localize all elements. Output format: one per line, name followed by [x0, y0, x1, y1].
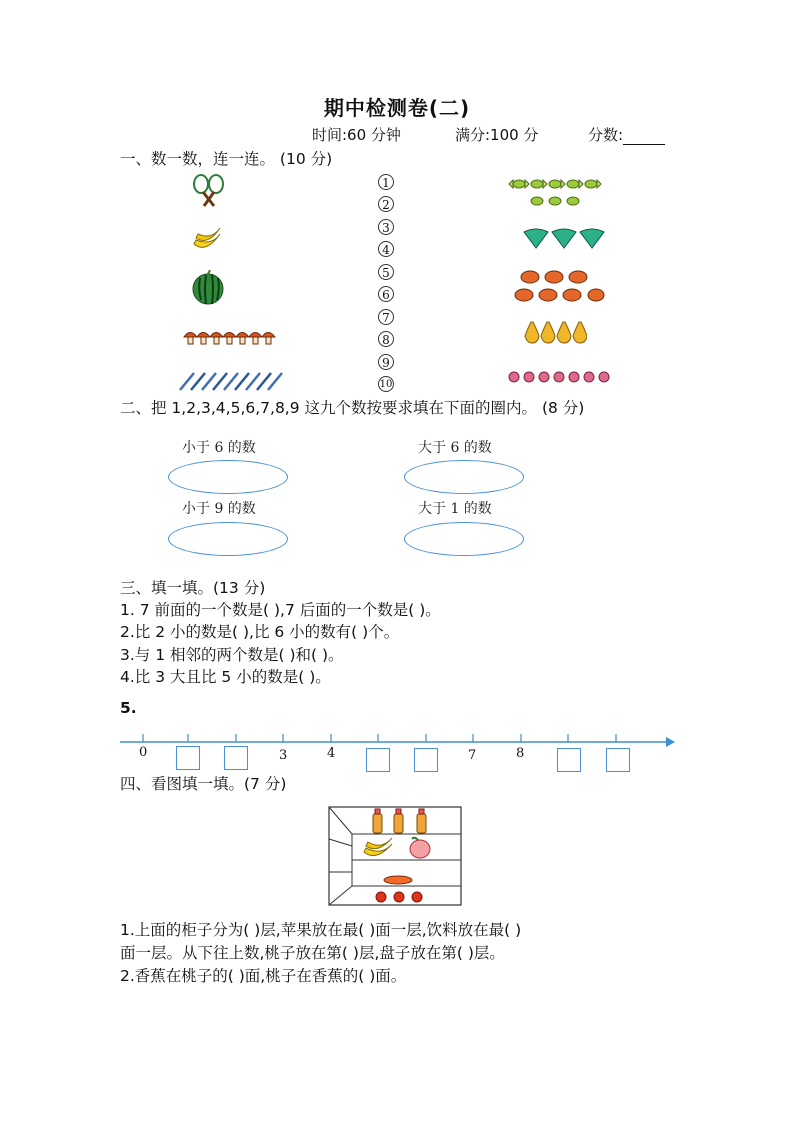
question-4-1-line2: 面一层。从下往上数,桃子放在第( )层,盘子放在第( )层。	[120, 944, 505, 962]
answer-box-5[interactable]	[557, 748, 581, 772]
answer-box-3[interactable]	[366, 748, 390, 772]
number-circle-9[interactable]: 9	[375, 353, 397, 373]
answer-box-1[interactable]	[176, 746, 200, 770]
full-score-info: 满分:100 分	[455, 126, 539, 144]
section2-heading: 二、把 1,2,3,4,5,6,7,8,9 这九个数按要求填在下面的圈内。 (8 分)	[120, 399, 585, 417]
label-less-than-6: 小于 6 的数	[182, 440, 256, 456]
answer-box-4[interactable]	[414, 748, 438, 772]
number-circle-6[interactable]: 6	[375, 285, 397, 305]
tick-label-4: 4	[327, 746, 336, 761]
plate-icon	[384, 876, 412, 884]
score-blank[interactable]	[623, 130, 665, 145]
rackets-icon	[190, 174, 228, 208]
question-3-1: 1. 7 前面的一个数是( ),7 后面的一个数是( )。	[120, 601, 441, 619]
oval-less-than-6[interactable]	[168, 460, 288, 494]
candies-icon	[507, 176, 609, 210]
watermelon-icon	[192, 270, 226, 306]
pears-icon	[523, 316, 587, 344]
label-greater-than-1: 大于 1 的数	[418, 501, 492, 517]
section1-heading: 一、数一数，连一连。 (10 分)	[120, 150, 333, 168]
question-3-4: 4.比 3 大且比 5 小的数是( )。	[120, 668, 331, 686]
number-line	[118, 730, 678, 750]
time-info: 时间:60 分钟	[312, 126, 401, 144]
number-circle-2[interactable]: 2	[375, 195, 397, 215]
fans-icon	[522, 228, 606, 250]
page-title: 期中检测卷(二)	[323, 96, 471, 120]
goldfish-icon	[512, 268, 606, 304]
label-greater-than-6: 大于 6 的数	[418, 440, 492, 456]
bananas-icon	[190, 224, 224, 254]
section3-heading: 三、填一填。(13 分)	[120, 579, 266, 597]
oval-greater-than-1[interactable]	[404, 522, 524, 556]
question-3-5: 5.	[120, 699, 137, 717]
question-4-1-line1: 1.上面的柜子分为( )层,苹果放在最( )面一层,饮料放在最( )	[120, 921, 522, 939]
pencils-icon	[178, 370, 284, 392]
number-circle-3[interactable]: 3	[375, 218, 397, 238]
section4-heading: 四、看图填一填。(7 分)	[120, 775, 287, 793]
score-info: 分数:	[588, 124, 665, 145]
answer-box-2[interactable]	[224, 746, 248, 770]
number-circle-5[interactable]: 5	[375, 263, 397, 283]
number-circle-10[interactable]: 10	[375, 375, 397, 395]
tick-label-8: 8	[516, 746, 525, 761]
number-circle-4[interactable]: 4	[375, 240, 397, 260]
question-3-3: 3.与 1 相邻的两个数是( )和( )。	[120, 646, 344, 664]
answer-box-6[interactable]	[606, 748, 630, 772]
label-less-than-9: 小于 9 的数	[182, 501, 256, 517]
apples-icon	[376, 892, 422, 902]
flowers-icon	[507, 369, 611, 385]
question-3-2: 2.比 2 小的数是( ),比 6 小的数有( )个。	[120, 623, 400, 641]
tick-label-3: 3	[279, 748, 288, 763]
number-circle-7[interactable]: 7	[375, 308, 397, 328]
tick-label-0: 0	[139, 745, 148, 760]
oval-greater-than-6[interactable]	[404, 460, 524, 494]
number-circle-8[interactable]: 8	[375, 330, 397, 350]
number-circle-1[interactable]: 1	[375, 173, 397, 193]
mushrooms-icon	[183, 327, 283, 347]
cabinet-illustration	[328, 806, 464, 908]
tick-label-7: 7	[468, 748, 477, 763]
question-4-2: 2.香蕉在桃子的( )面,桃子在香蕉的( )面。	[120, 967, 407, 985]
oval-less-than-9[interactable]	[168, 522, 288, 556]
